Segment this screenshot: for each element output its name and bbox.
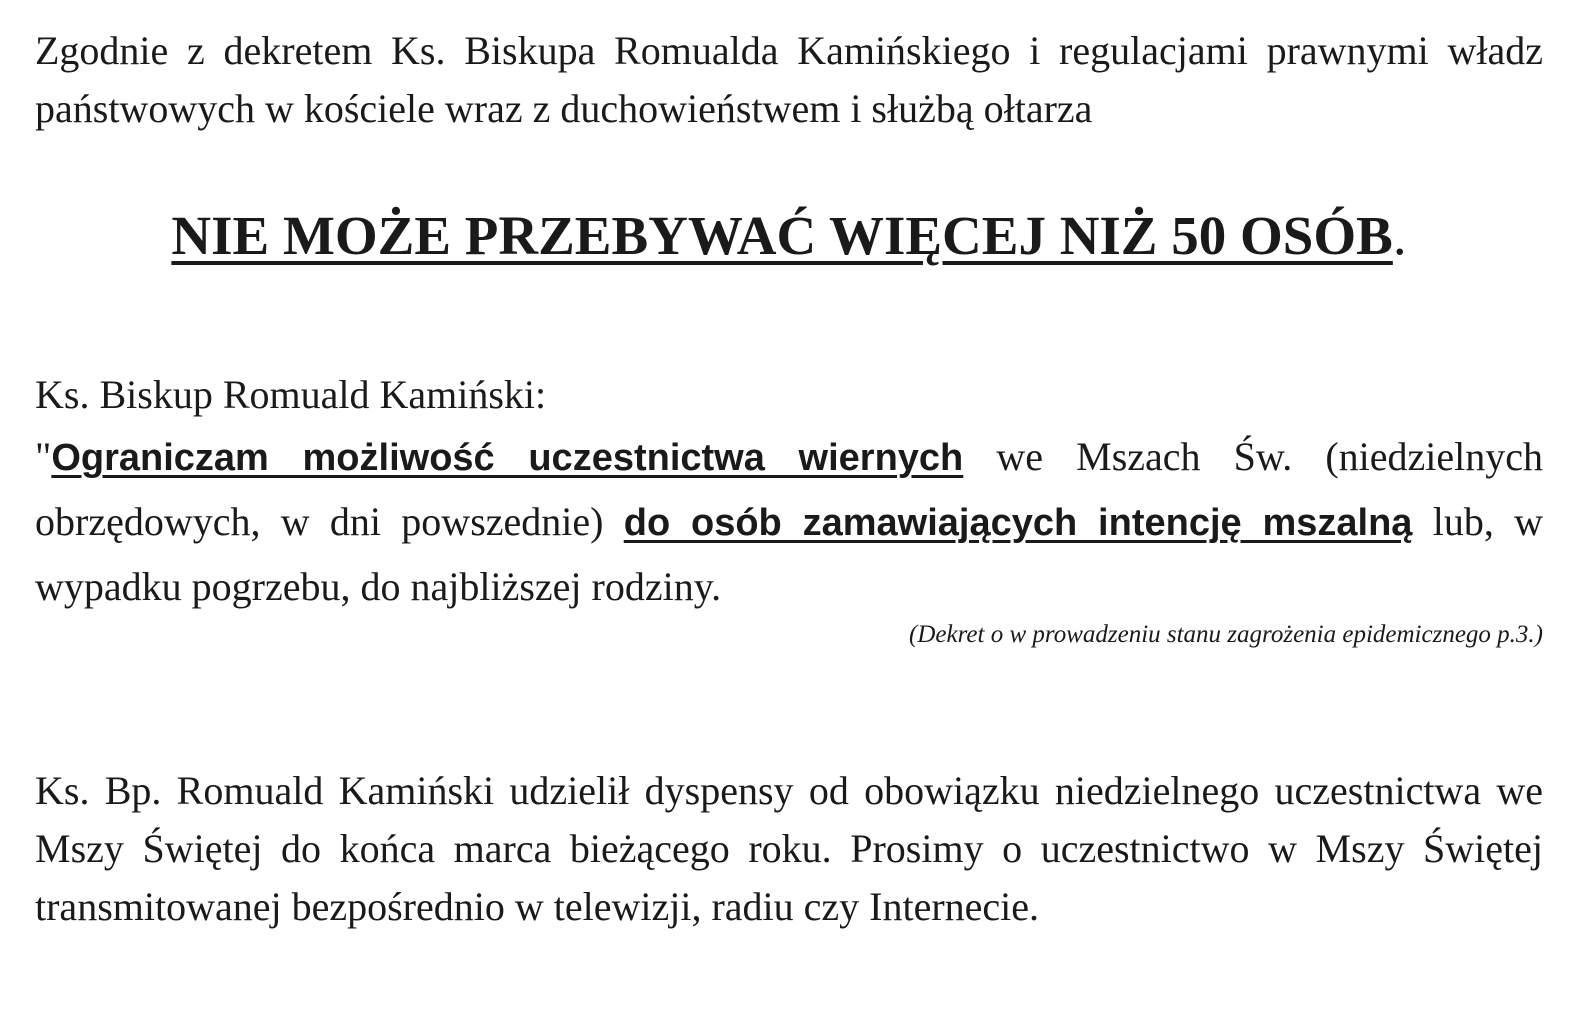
quote-text [35,425,1543,618]
headline-period: . [1392,205,1407,266]
headline [35,200,1543,272]
dispensation-paragraph: Ks. Bp. Romuald Kamiński udzielił dyspensy od obowiązku niedzielnego uczestnictwa we Mszy Świętej do końca marca bieżącego roku. Prosimy o uczestnictwo w Mszy Świętej transmitowanej bezpośrednio w telewizji, radiu czy Internecie. [35,768,1543,929]
quote-text-masses: we Mszach Św. (niedzielnych obrzędowych, w dni powszednie) [35,434,1544,544]
decree-citation: (Dekret o w prowadzeniu stanu zagrożenia epidemicznego p.3.) [909,621,1543,648]
quote-emphasis-restriction: Ograniczam możliwość uczestnictwa wiernych [51,437,964,479]
headline-text: NIE MOŻE PRZEBYWAĆ WIĘCEJ NIŻ 50 OSÓB [171,205,1393,266]
quote-emphasis-intention: do osób zamawiających intencję mszalną [623,502,1413,544]
intro-paragraph: Zgodnie z dekretem Ks. Biskupa Romualda Kamińskiego i regulacjami prawnymi władz państwowych w kościele wraz z duchowieństwem i służbą ołtarza [35,28,1543,131]
quote-text-funeral: lub, w wypadku pogrzebu, do najbliższej rodziny. [35,499,1543,609]
quote-open-mark: " [35,434,52,479]
quote-author: Ks. Biskup Romuald Kamiński: [35,372,547,417]
bishop-quote-block [35,365,1543,652]
